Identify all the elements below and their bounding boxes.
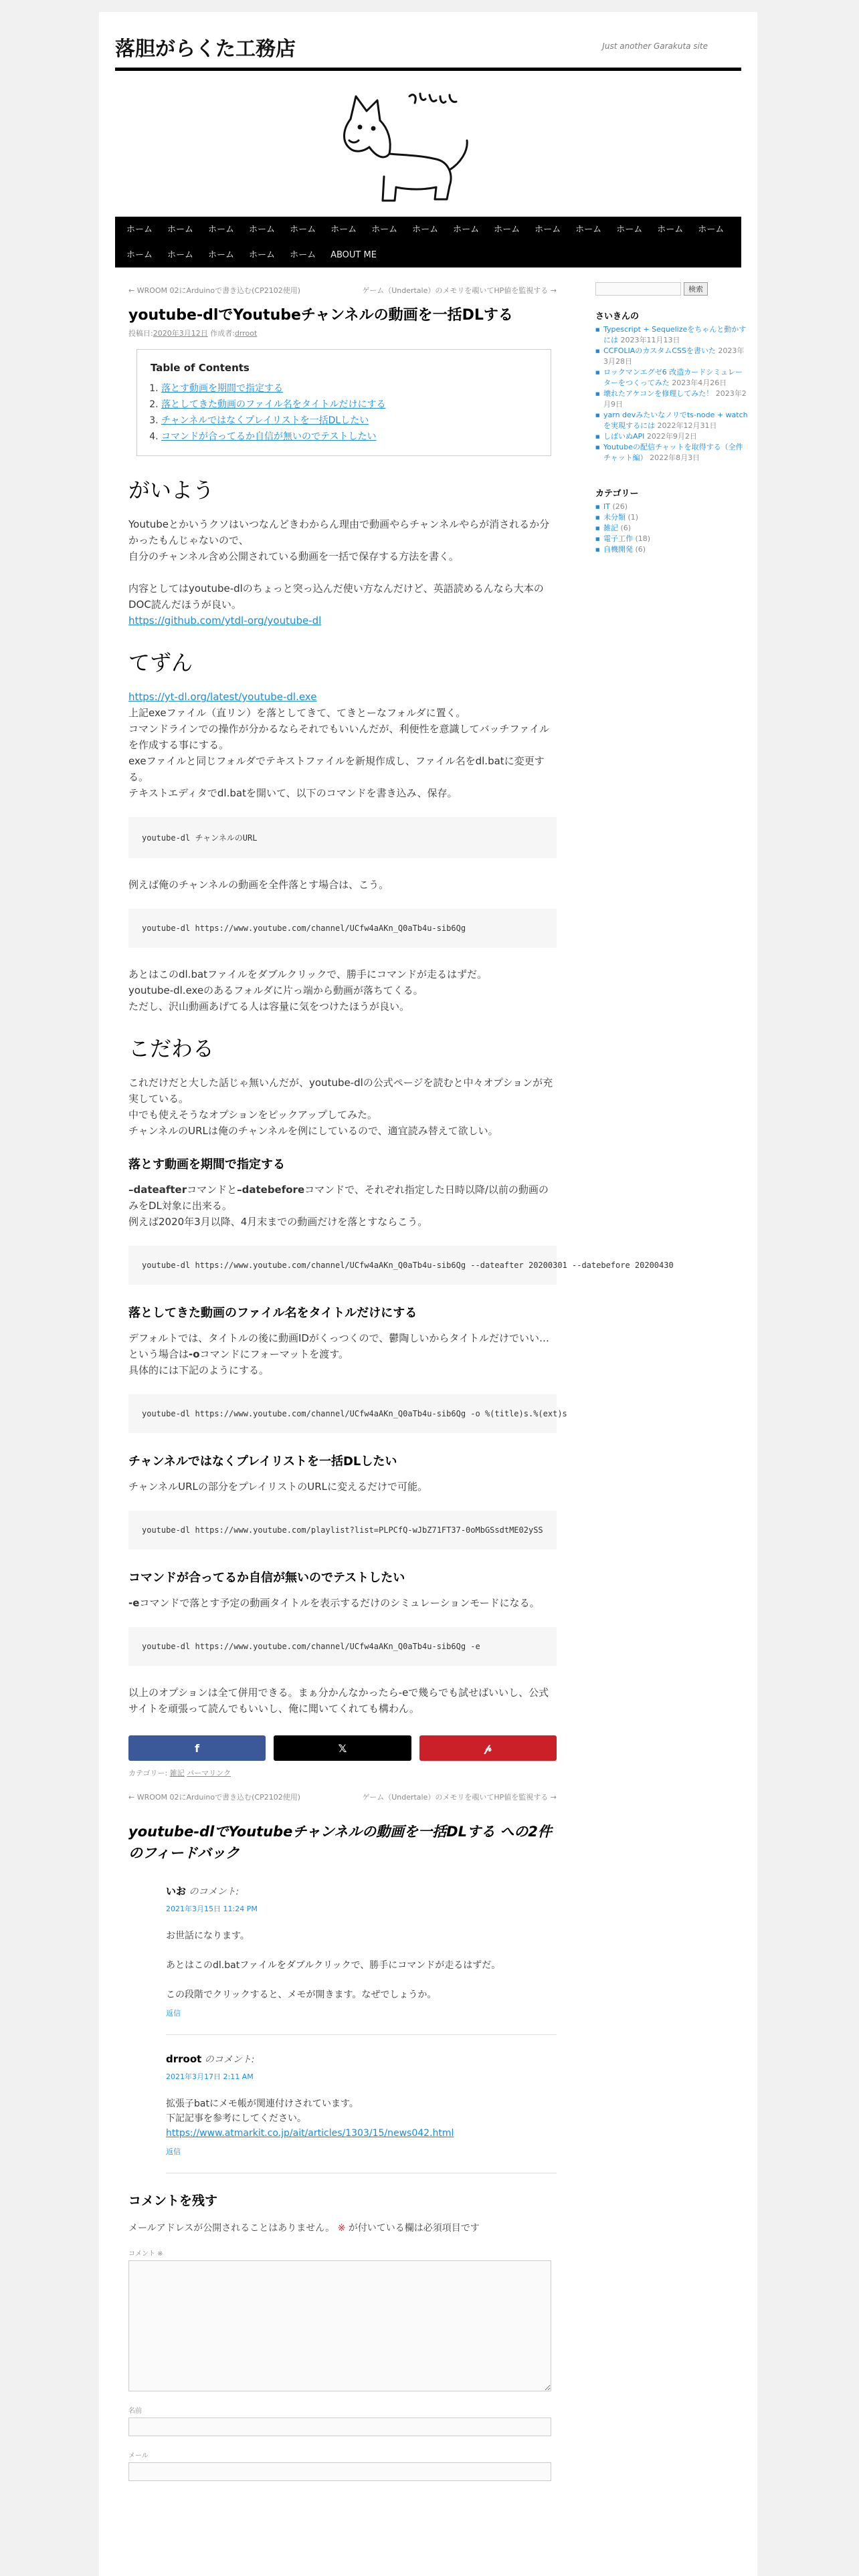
recent-posts-list [595, 324, 748, 463]
recent-post-date: 2022年9月2日 [646, 432, 697, 441]
nav-item-home[interactable]: ホーム [126, 250, 153, 260]
comment [166, 1884, 557, 2035]
pinterest-share-button[interactable] [419, 1735, 557, 1761]
pinterest-icon: 𝓅 [484, 1741, 492, 1754]
code-block: youtube-dl https://www.youtube.com/channel/UCfw4aAKn_Q0aTb4u-sib6Qg [128, 909, 557, 948]
recent-post-date: 2023年2月9日 [603, 389, 747, 409]
section-heading-options: こだわる [128, 1036, 215, 1061]
comment-author: いお [166, 1885, 187, 1897]
recent-post-date: 2022年12月31日 [657, 421, 717, 430]
nav-item-home[interactable]: ホーム [616, 225, 643, 235]
nav-item-home[interactable]: ホーム [412, 225, 439, 235]
next-post-link[interactable]: ゲーム（Undertale）のメモリを覗いてHP値を監視する → [362, 286, 557, 295]
post-date-link[interactable]: 2020年3月12日 [153, 329, 208, 338]
comment-author-line [166, 2052, 557, 2066]
nav-item-home[interactable]: ホーム [330, 225, 357, 235]
comment-author-line [166, 1884, 557, 1898]
next-post-link[interactable]: ゲーム（Undertale）のメモリを覗いてHP値を監視する → [362, 1793, 557, 1802]
x-icon: 𝕏 [338, 1741, 347, 1755]
categories-list [595, 502, 748, 555]
facebook-share-button[interactable] [128, 1735, 266, 1761]
comment-date-link[interactable]: 2021年3月17日 2:11 AM [166, 2072, 254, 2081]
category-link[interactable]: IT [603, 502, 610, 511]
prev-post-link[interactable]: ← WROOM 02にArduinoで書き込む(CP2102使用) [128, 1793, 300, 1802]
recent-post-link[interactable]: Youtubeの配信チャットを取得する（全件チャット編） [603, 443, 743, 462]
code-block: youtube-dl https://www.youtube.com/playlist?list=PLPCfQ-wJbZ71FT37-0oMbGSsdtME02ySS [128, 1511, 557, 1549]
subheading-date-range: 落とす動画を期間で指定する [128, 1158, 285, 1172]
paragraph: チャンネルURLの部分をプレイリストのURLに変えるだけで可能。 [128, 1481, 427, 1493]
recent-post-date: 2022年8月3日 [650, 453, 700, 462]
comment-textarea[interactable] [128, 2260, 551, 2391]
email-label: メール [128, 2452, 149, 2460]
recent-post-item [595, 367, 748, 389]
categories-title: カテゴリー [595, 489, 639, 499]
category-label: カテゴリー: [128, 1769, 170, 1778]
facebook-icon: f [195, 1741, 200, 1755]
recent-post-item [595, 324, 748, 346]
recent-post-link[interactable]: ロックマンエグゼ6 改造カードシミュレーターをつくってみた [603, 368, 743, 387]
comment-body: 拡張子batにメモ帳が関連付けされています。 下記記事を参考にしてください。 [166, 2099, 359, 2124]
recent-post-item [595, 442, 748, 463]
category-count: (18) [635, 534, 651, 543]
recent-post-date: 2023年4月26日 [672, 379, 727, 387]
toc-item [161, 381, 537, 397]
category-count: (1) [628, 513, 639, 522]
main-navigation [115, 217, 741, 267]
toc-item [161, 413, 537, 429]
recent-post-date: 2023年3月28日 [603, 346, 745, 366]
toc-link[interactable]: チャンネルではなくプレイリストを一括DLしたい [161, 415, 369, 426]
recent-post-link[interactable]: Typescript + Sequelizeをちゃんと動かすには [603, 325, 747, 344]
post-title: youtube-dlでYoutubeチャンネルの動画を一括DLする [128, 307, 513, 324]
section-heading-overview: がいよう [128, 477, 215, 503]
recent-post-link[interactable]: yarn devみたいなノリでts-node + watchを実現するには [603, 411, 748, 430]
nav-item-home[interactable]: ホーム [167, 225, 194, 235]
comment-says: のコメント: [186, 1887, 240, 1897]
category-count: (6) [620, 524, 632, 532]
nav-item-home[interactable]: ホーム [290, 250, 316, 260]
paragraph-text: 内容としてはyoutube-dlのちょっと突っ込んだ使い方なんだけど、英語読めるんなら大本のDOC読んだほうが良い。 [128, 582, 544, 611]
code-block: youtube-dl https://www.youtube.com/channel/UCfw4aAKn_Q0aTb4u-sib6Qg -e [128, 1627, 557, 1666]
paragraph-text: 上記exeファイル（直リン）を落としてきて、てきとーなフォルダに置く。 コマンドラインでの操作が分かるならそれでもいいんだが、利便性を意識してバッチファイルを作成する事にする。 exeファイルと同じフォルダでテキストファイルを新規作成し、ファイル名をdl.batに変更する。 テキストエディタでdl.batを開いて、以下のコマンドを書き込み、保存。 [128, 707, 550, 799]
comment-label: コメント ※ [128, 2250, 163, 2258]
post-navigation-top [128, 285, 557, 296]
meta-date-label: 投稿日: [128, 329, 153, 338]
option-datebefore: –datebefore [237, 1184, 305, 1196]
notes-text: メールアドレスが公開されることはありません。 [128, 2223, 335, 2234]
option-o: -o [189, 1348, 200, 1360]
category-link[interactable]: 電子工作 [603, 534, 633, 543]
nav-item-home[interactable]: ホーム [575, 225, 602, 235]
recent-post-link[interactable]: しばいぬAPI [603, 432, 645, 441]
paragraph-text: デフォルトでは、タイトルの後に動画IDがくっつくので、鬱陶しいからタイトルだけでいい…という場合は [128, 1332, 550, 1360]
comment-body: お世話になります。 あとはこのdl.batファイルをダブルクリックで、勝手にコマンドが走るはずだ。 この段階でクリックすると、メモが開きます。なぜでしょうか。 [166, 1931, 501, 2000]
nav-item-home[interactable]: ホーム [167, 250, 194, 260]
name-label: 名前 [128, 2407, 142, 2415]
post-meta [128, 328, 557, 338]
required-mark: ※ [337, 2223, 346, 2234]
toc-title: Table of Contents [151, 362, 250, 374]
post-author-link[interactable]: drroot [234, 329, 258, 338]
recent-post-item [595, 389, 748, 410]
category-item [595, 512, 748, 523]
option-e: -e [128, 1597, 140, 1609]
site-header [115, 12, 741, 71]
reply-link[interactable]: 返信 [166, 2147, 181, 2156]
paragraph: あとはこのdl.batファイルをダブルクリックで、勝手にコマンドが走るはずだ。 youtube-dl.exeのあるフォルダに片っ端から動画が落ちてくる。 ただし、沢山動画あげてる人は容量に気をつけたほうが良い。 [128, 968, 487, 1012]
category-item [595, 523, 748, 534]
paragraph: これだけだと大した話じゃ無いんだが、youtube-dlの公式ページを読むと中々オプションが充実している。 中でも使えそうなオプションをピックアップしてみた。 チャンネルのURLは俺のチャンネルを例にしているので、適宜読み替えて欲しい。 [128, 1077, 553, 1137]
share-buttons [128, 1735, 557, 1761]
comment-says: のコメント: [201, 2054, 255, 2065]
section-heading-steps: てずん [128, 650, 193, 675]
nav-item-home[interactable]: ホーム [657, 225, 684, 235]
code-block: youtube-dl https://www.youtube.com/channel/UCfw4aAKn_Q0aTb4u-sib6Qg -o %(title)s.%(ext)s [128, 1394, 557, 1433]
recent-post-item [595, 346, 748, 367]
prev-post-link[interactable]: ← WROOM 02にArduinoで書き込む(CP2102使用) [128, 286, 300, 295]
subheading-playlist: チャンネルではなくプレイリストを一括DLしたい [128, 1455, 397, 1469]
paragraph [128, 1182, 557, 1230]
sidebar [595, 282, 748, 578]
nav-item-about-me[interactable]: ABOUT ME [330, 250, 377, 260]
comments-title: youtube-dlでYoutubeチャンネルの動画を一括DLする への2件のフィードバック [128, 1824, 552, 1861]
toc-link[interactable]: 落とす動画を期間で指定する [161, 383, 283, 394]
category-count: (6) [635, 545, 646, 554]
recent-post-item [595, 410, 748, 431]
paragraph [128, 1595, 557, 1611]
header-image-dog-illustration[interactable] [115, 76, 741, 214]
paragraph-text: コマンドにフォーマットを渡す。 具体的には下記のようにする。 [128, 1348, 349, 1376]
post-footer-meta [128, 1767, 557, 1778]
nav-item-home[interactable]: ホーム [290, 225, 316, 235]
paragraph [128, 1330, 557, 1378]
category-item [595, 502, 748, 512]
site-description: Just another Garakuta site [602, 41, 708, 51]
category-count: (26) [612, 502, 628, 511]
recent-posts-title: さいきんの [595, 312, 640, 322]
nav-item-home[interactable]: ホーム [208, 250, 235, 260]
comment-notes [128, 2221, 557, 2234]
recent-post-date: 2023年11月13日 [620, 336, 680, 344]
toc-link[interactable]: コマンドが合ってるか自信が無いのでテストしたい [161, 431, 377, 442]
paragraph-text: コマンドで、それぞれ指定した日時以降/以前の動画のみをDL対象に出来る。 例えば2020年3月以降、4月末までの動画だけを落とすならこう。 [128, 1184, 549, 1228]
github-link[interactable]: https://github.com/ytdl-org/youtube-dl [128, 615, 322, 627]
code-block: youtube-dl https://www.youtube.com/channel/UCfw4aAKn_Q0aTb4u-sib6Qg --dateafter 20200301 --datebefore 20200430 [128, 1246, 557, 1285]
paragraph-text: コマンドで落とす予定の動画タイトルを表示するだけのシミュレーションモードになる。 [139, 1597, 540, 1609]
post-navigation-bottom [128, 1792, 557, 1802]
permalink[interactable]: パーマリンク [187, 1769, 231, 1778]
comment-date-link[interactable]: 2021年3月15日 11:24 PM [166, 1905, 258, 1913]
site-title[interactable]: 落胆がらくた工務店 [115, 37, 296, 61]
toc-link[interactable]: 落としてきた動画のファイル名をタイトルだけにする [161, 399, 386, 410]
category-item [595, 544, 748, 555]
x-share-button[interactable] [274, 1735, 411, 1761]
subheading-filename: 落としてきた動画のファイル名をタイトルだけにする [128, 1306, 417, 1320]
nav-item-home[interactable]: ホーム [126, 225, 153, 235]
search-button[interactable]: 検索 [684, 282, 708, 296]
paragraph: 以上のオプションは全て併用できる。まぁ分かんなかったら-eで幾らでも試せばいいし、公式サイトを頑張って読んでもいいし、俺に聞いてくれても構わん。 [128, 1687, 549, 1715]
subheading-test: コマンドが合ってるか自信が無いのでテストしたい [128, 1571, 405, 1585]
nav-item-home[interactable]: ホーム [494, 225, 520, 235]
recent-post-link[interactable]: CCFOLIAのカスタムCSSを書いた [603, 346, 716, 355]
comment [166, 2052, 557, 2173]
category-item [595, 534, 748, 544]
nav-item-home[interactable]: ホーム [208, 225, 235, 235]
paragraph: Youtubeとかいうクソはいつなんどきわからん理由で動画やらチャンネルやらが消されるか分かったもんじゃないので、 自分のチャンネル含め公開されている動画を一括で保存する方法を書く。 [128, 518, 550, 562]
category-link[interactable]: 未分類 [603, 513, 626, 522]
toc-item [161, 397, 537, 413]
paragraph-text: コマンドと [187, 1184, 237, 1196]
recent-post-item [595, 431, 748, 442]
notes-text: が付いている欄は必須項目です [345, 2223, 480, 2234]
page [99, 12, 757, 2576]
toc-item [161, 429, 537, 445]
nav-item-home[interactable]: ホーム [371, 225, 398, 235]
email-input[interactable] [128, 2462, 551, 2481]
category-link[interactable]: 雑記 [169, 1769, 185, 1778]
paragraph [128, 580, 557, 629]
paragraph: 例えば俺のチャンネルの動画を全件落とす場合は、こう。 [128, 879, 389, 891]
comment-link[interactable]: https://www.atmarkit.co.jp/ait/articles/1303/15/news042.html [166, 2128, 454, 2139]
comment-author: drroot [166, 2053, 202, 2065]
category-link[interactable]: 雑記 [603, 524, 618, 532]
nav-item-home[interactable]: ホーム [249, 250, 276, 260]
reply-link[interactable]: 返信 [166, 2009, 181, 2018]
search-input[interactable] [595, 282, 681, 296]
nav-item-home[interactable]: ホーム [698, 225, 725, 235]
paragraph [128, 689, 557, 801]
search-form [595, 282, 748, 296]
meta-author-label: 作成者: [207, 329, 235, 338]
name-input[interactable] [128, 2418, 551, 2436]
category-link[interactable]: 自機開発 [603, 545, 633, 554]
exe-download-link[interactable]: https://yt-dl.org/latest/youtube-dl.exe [128, 691, 317, 703]
option-dateafter: –dateafter [128, 1184, 187, 1196]
code-block: youtube-dl チャンネルのURL [128, 817, 557, 858]
nav-item-home[interactable]: ホーム [249, 225, 276, 235]
nav-item-home[interactable]: ホーム [453, 225, 480, 235]
table-of-contents [136, 349, 551, 456]
nav-item-home[interactable]: ホーム [535, 225, 561, 235]
respond-title: コメントを残す [128, 2193, 218, 2208]
recent-post-link[interactable]: 壊れたアケコンを修理してみた！ [603, 389, 714, 398]
